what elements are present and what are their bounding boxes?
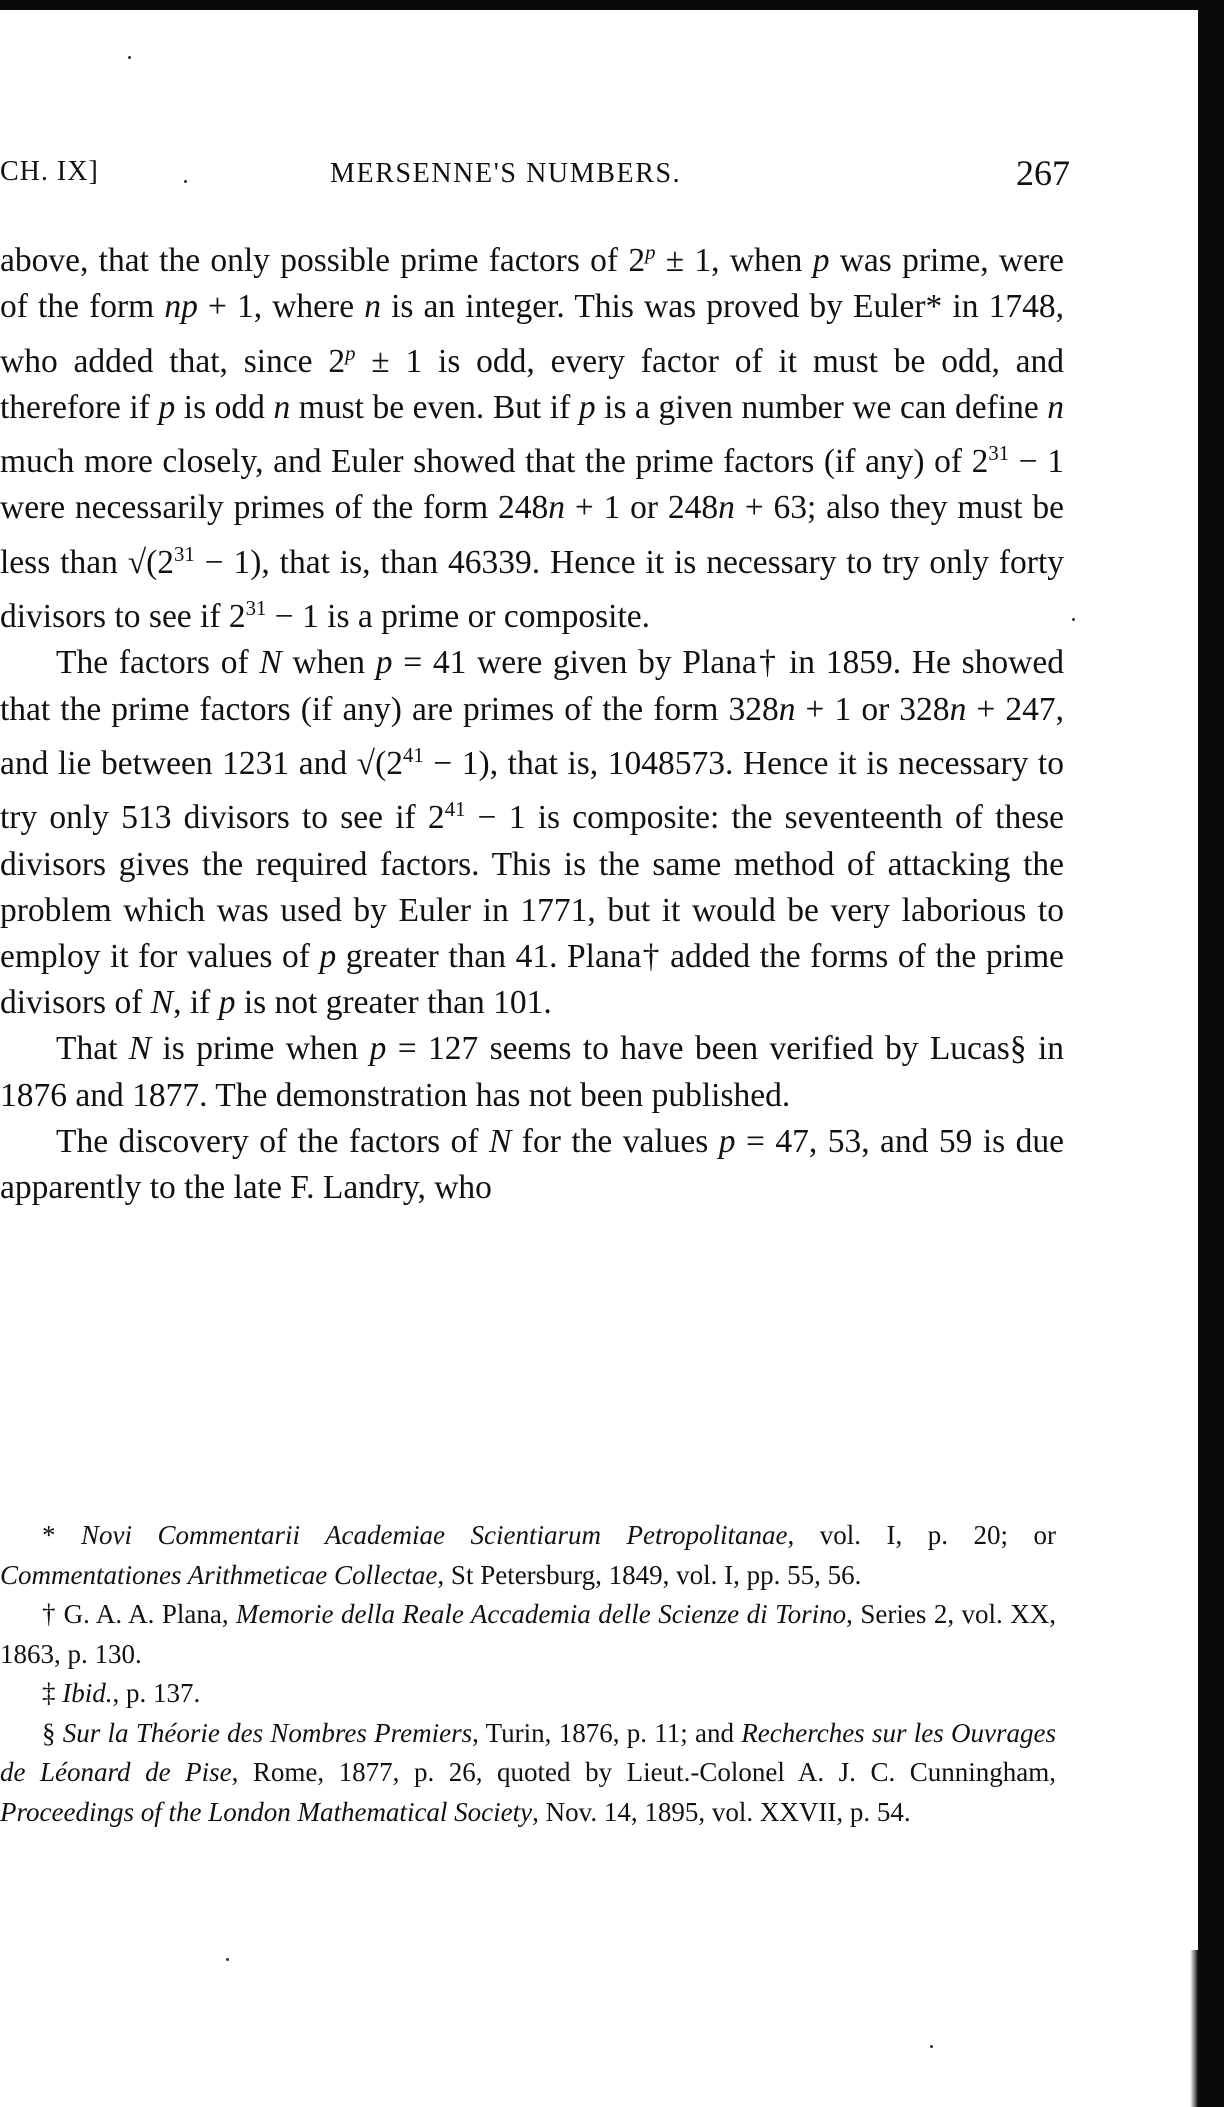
italic-text: p [218, 984, 236, 1022]
text-run: when [281, 644, 376, 682]
text-run: is an integer. This was proved by Euler* in 1748, who added that, since [0, 288, 1064, 380]
text-run: was prime, were of the form [0, 242, 1065, 326]
text-run: ± 1, when [655, 242, 813, 280]
superscript: p [345, 341, 356, 365]
scan-right-border [1198, 0, 1224, 2107]
text-run: − 1), that is, 1048573. Hence it is necessary to try only 513 divisors to see if 2 [0, 744, 1064, 837]
italic-text: Novi Commentarii Academiae Scientiarum Petropolitanae [81, 1520, 788, 1550]
footnote [0, 1674, 1056, 1714]
italic-text: Commentationes Arithmeticae Collectae [0, 1559, 438, 1590]
text-run: , St Petersburg, 1849, vol. I, pp. 55, 56. [437, 1559, 862, 1590]
text-run: ± 1 is odd, every factor of it must be odd, and therefore if [0, 342, 1065, 426]
text-run: , p. 137. [112, 1678, 201, 1708]
scan-speck [128, 56, 131, 59]
italic-text: Proceedings of the London Mathematical Society [0, 1796, 533, 1827]
footnote [0, 1714, 1056, 1833]
scan-page-edge [1190, 1950, 1198, 2107]
paragraph [0, 1119, 1064, 1211]
italic-text: p [319, 937, 337, 975]
text-run: − 1), that is, than 46339. Hence it is necessary to try only forty divisors to see if 2 [0, 543, 1065, 636]
italic-text: p [158, 388, 176, 426]
text-run: ‡ [42, 1678, 63, 1708]
text-run: − 1 were necessarily primes of the form 248 [0, 443, 1064, 527]
italic-text: n [273, 388, 291, 426]
text-run: + 1, where [197, 288, 365, 326]
page-number: 267 [1016, 153, 1070, 193]
text-run: above, that the only possible prime factors of [0, 242, 629, 280]
italic-text: p [369, 1030, 387, 1068]
italic-text: n [949, 690, 967, 728]
text-run: − 1 is a prime or composite. [266, 598, 651, 636]
italic-text: Sur la Théorie des Nombres Premiers [62, 1717, 473, 1748]
italic-text: n [548, 489, 566, 527]
italic-text: n [778, 690, 796, 728]
text-run: is odd [175, 388, 274, 426]
text-run: , if [173, 984, 219, 1022]
footnote [0, 1516, 1056, 1595]
italic-text: n [1047, 388, 1064, 426]
paragraph [0, 640, 1064, 1026]
main-text [0, 230, 1064, 1211]
text-run: is prime when [151, 1030, 370, 1068]
superscript: 31 [245, 597, 267, 621]
italic-text: N [488, 1122, 512, 1160]
italic-text: Ibid. [62, 1678, 113, 1708]
text-run: + 1 or 248 [565, 489, 719, 527]
text-run: greater than 41. Plana† added the forms of the prime divisors of [0, 937, 1065, 1022]
text-run: + 1 or 328 [795, 690, 950, 728]
italic-text: Memorie della Reale Accademia delle Scienze di Torino [236, 1599, 847, 1629]
text-run: for the values [511, 1122, 719, 1160]
text-run: + 247, and lie between 1231 and √(2 [0, 690, 1064, 782]
superscript: p [645, 241, 656, 264]
text-run: * [42, 1520, 82, 1550]
text-run: , vol. I, p. 20; or [787, 1520, 1057, 1550]
italic-text: N [128, 1030, 152, 1068]
italic-text: p [375, 644, 393, 682]
italic-text: n [718, 489, 735, 527]
superscript: 31 [174, 542, 195, 566]
italic-text: np [164, 288, 198, 326]
text-run: is a given number we can define [595, 388, 1048, 426]
text-run: = 41 were given by Plana† in 1859. He showed that the prime factors (if any) are primes of the form 328 [0, 644, 1064, 728]
text-run: 2 [328, 342, 346, 380]
running-header [0, 152, 1072, 202]
text-run: = 127 seems to have been verified by Lucas§ in 1876 and 1877. The demonstration has not been published. [0, 1030, 1065, 1114]
text-run: + 63; also they must be less than √(2 [0, 489, 1064, 581]
text-run: The factors of [56, 644, 260, 682]
italic-text: Recherches sur les Ouvrages de Léonard de Pise [0, 1717, 1056, 1787]
text-run: † G. A. A. Plana, [42, 1599, 237, 1629]
text-run: 2 [628, 242, 646, 280]
scan-speck [930, 2045, 933, 2048]
superscript: 41 [402, 743, 424, 767]
text-run: , Series 2, vol. XX, 1863, p. 130. [0, 1599, 1056, 1669]
text-run: must be even. But if [290, 388, 579, 426]
running-title: MERSENNE'S NUMBERS. [330, 158, 682, 189]
italic-text: n [364, 288, 381, 326]
text-run: − 1 is composite: the seventeenth of these divisors gives the required factors. This is the same method of attacking the problem which was used by Euler in 1771, but it would be very laborious to employ it for values of [0, 799, 1064, 975]
text-run: The discovery of the factors of [56, 1122, 489, 1160]
text-run: is not greater than 101. [235, 984, 552, 1022]
footnotes [0, 1516, 1056, 1832]
chapter-label: CH. IX] [0, 156, 99, 187]
scan-speck [1072, 618, 1075, 621]
italic-text: p [812, 242, 830, 280]
italic-text: N [150, 984, 174, 1022]
text-run: , Rome, 1877, p. 26, quoted by Lieut.-Colonel A. J. C. Cunningham, [231, 1757, 1057, 1787]
text-run: much more closely, and Euler showed that the prime factors (if any) of 2 [0, 443, 989, 481]
paragraph [0, 1026, 1064, 1118]
text-run: , Nov. 14, 1895, vol. XXVII, p. 54. [532, 1796, 911, 1827]
footnote [0, 1595, 1056, 1674]
text-run: = 47, 53, and 59 is due apparently to the late F. Landry, who [0, 1122, 1064, 1206]
paragraph [0, 230, 1064, 640]
text-run: , Turin, 1876, p. 11; and [472, 1717, 742, 1748]
text-run: That [56, 1030, 129, 1068]
superscript: 31 [988, 442, 1010, 466]
italic-text: N [259, 644, 282, 682]
text-run: § [42, 1717, 63, 1748]
italic-text: p [718, 1122, 736, 1160]
superscript: 41 [444, 798, 466, 822]
scan-speck [226, 1958, 229, 1961]
italic-text: p [578, 388, 596, 426]
